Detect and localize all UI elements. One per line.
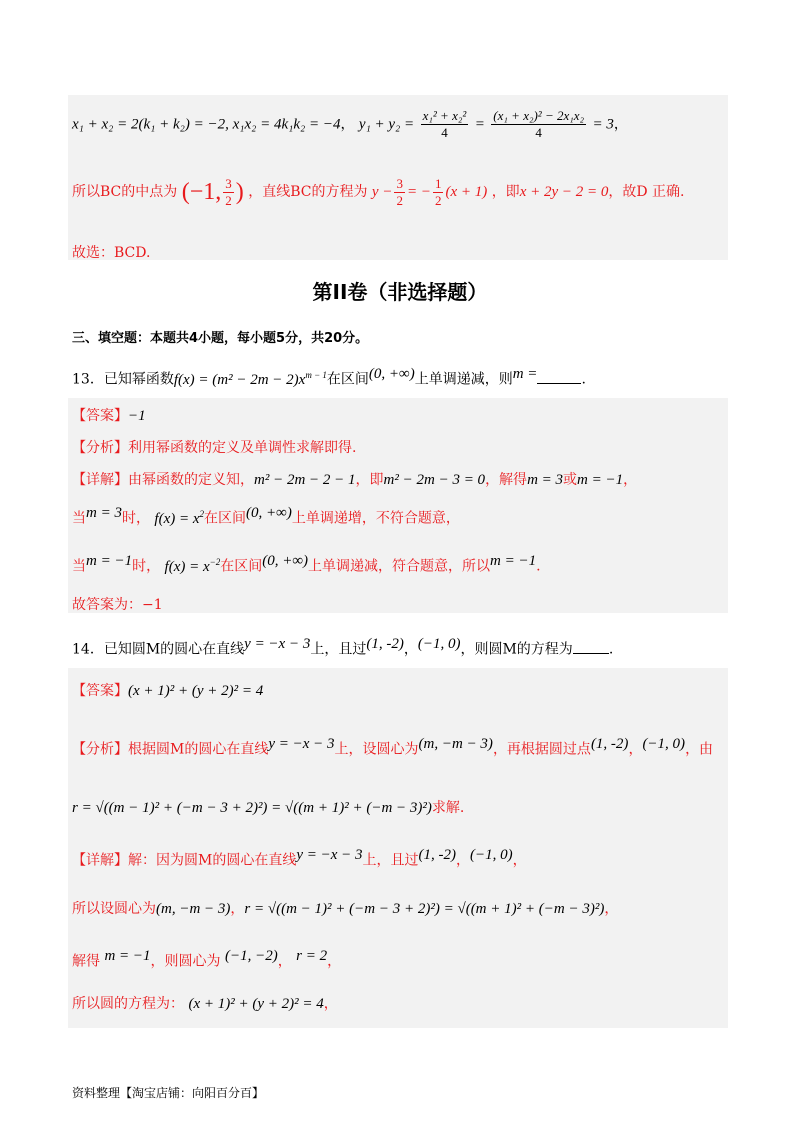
case-text: 时， xyxy=(132,558,161,575)
a14-solve xyxy=(72,948,341,971)
answer-blank[interactable] xyxy=(573,639,609,654)
conclusion-text: ，故D 正确. xyxy=(608,183,685,200)
analysis-text: 根据圆M的圆心在直线 xyxy=(128,741,269,758)
q13-suffix: 上单调递减，则 xyxy=(414,371,513,388)
case-function xyxy=(154,508,205,527)
midpoint-coord xyxy=(181,176,244,208)
analysis-text: ，由 xyxy=(685,741,714,758)
var-m: m = xyxy=(512,366,538,382)
frac-num: 1 xyxy=(434,176,442,191)
case-m: m = −1 xyxy=(86,553,133,569)
frac-num: 3 xyxy=(396,176,403,191)
fraction-2: $\frac{\text{(x₁ + x₂)² − 2x₁x₂}}{4}$ xyxy=(493,108,585,140)
frac-den: 2 xyxy=(434,193,442,208)
func-exponent: −2 xyxy=(209,556,221,567)
analysis-tag: 【分析】 xyxy=(72,741,128,758)
q13-mid: 在区间 xyxy=(326,371,369,388)
separator: ， xyxy=(613,116,628,133)
a14-answer xyxy=(72,680,263,700)
line-bc-equation xyxy=(371,176,488,208)
fraction-1: $\frac{\text{x₁² + x₂²}}{4}$ xyxy=(422,108,467,140)
midpoint-text: 所以BC的中点为 xyxy=(72,183,178,200)
a14-radius-eq xyxy=(72,797,464,817)
func-exponent: m − 1 xyxy=(305,369,327,380)
section-title: 第II卷（非选择题） xyxy=(312,280,488,304)
detail-text: 上，且过 xyxy=(362,852,419,869)
interval: (0, +∞) xyxy=(368,366,415,382)
detail-text: 所以圆的方程为： xyxy=(72,996,184,1012)
detail-text: ，解得 xyxy=(485,472,528,488)
a14-final xyxy=(72,993,338,1013)
answer-tag: 【答案】 xyxy=(72,408,128,424)
analysis-text: 利用幂函数的定义及单调性求解即得. xyxy=(128,440,357,456)
a13-final: 故答案为：−1 xyxy=(72,597,163,613)
center: (m, −m − 3) xyxy=(156,901,231,917)
q14-prefix: 14．已知圆M的圆心在直线 xyxy=(72,641,245,658)
detail-eq2: m² − 2m − 3 = 0 xyxy=(383,472,486,488)
analysis-text: ，再根据圆过点 xyxy=(492,741,591,758)
radius: r = 2 xyxy=(296,948,328,964)
radius-equation: r = √((m − 1)² + (−m − 3 + 2)²) = √((m + 1)² + (−m − 3)²) xyxy=(72,800,432,816)
separator: ， xyxy=(277,953,292,970)
q13-prefix: 13．已知幂函数 xyxy=(72,371,174,388)
answer-value: (x + 1)² + (y + 2)² = 4 xyxy=(128,683,264,699)
separator: ， xyxy=(604,901,619,917)
point-2: (−1, 0) xyxy=(642,736,686,752)
radius-equation: r = √((m − 1)² + (−m − 3 + 2)²) = √((m + 1)² + (−m − 3)²) xyxy=(244,901,605,917)
func-body: f(x) = x xyxy=(164,558,210,575)
a14-detail xyxy=(72,847,527,870)
ji-text: ，即 xyxy=(491,183,520,200)
a13-answer xyxy=(72,405,146,425)
detail-tag: 【详解】 xyxy=(72,472,128,488)
func-body: f(x) = x xyxy=(154,510,200,527)
paren-open: (−1, xyxy=(181,179,222,205)
detail-eq1: m² − 2m − 2 − 1 xyxy=(254,472,356,488)
detail-text: 解：因为圆M的圆心在直线 xyxy=(128,852,297,869)
y-sum-lhs: y₁ + y₂ = xyxy=(358,116,415,133)
separator: ， xyxy=(403,641,418,658)
question-13 xyxy=(72,366,586,389)
case-text: 上单调递减，符合题意，所以 xyxy=(308,558,491,575)
detail-eq3: m = 3 xyxy=(527,472,564,488)
answer-value: −1 xyxy=(128,408,146,424)
case-text: 在区间 xyxy=(220,558,263,575)
separator: ， xyxy=(340,116,355,133)
case-text: 上单调递增，不符合题意， xyxy=(291,510,460,527)
power-function xyxy=(173,369,327,388)
line-eq: y = −x − 3 xyxy=(296,847,363,863)
detail-text: ， xyxy=(623,472,638,488)
a13-detail xyxy=(72,469,637,489)
solution-12-line1: x₁ + x₂ = 2(k₁ + k₂) = −2, x₁x₂ = 4k₁k₂ = −4， y₁ + y₂ = $\frac{\text{x₁² + x₂²}}{4}$ = $\frac{\text{(x₁ + x₂)² − 2x₁x₂}}{4}$ = 3， xyxy=(72,108,628,140)
sum-product-eq: x₁ + x₂ = 2(k₁ + k₂) = −2, x₁x₂ = 4k₁k₂ = −4 xyxy=(72,116,341,133)
q14-suffix: ，则圆M的方程为 xyxy=(460,641,573,658)
case-text: 在区间 xyxy=(204,510,247,527)
case-answer: m = −1 xyxy=(490,553,537,569)
case-m: m = 3 xyxy=(86,505,122,521)
q14-mid: 上，且过 xyxy=(310,641,367,658)
point-2: (−1, 0) xyxy=(417,636,461,652)
frac-den: 2 xyxy=(396,193,403,208)
analysis-text: 上，设圆心为 xyxy=(334,741,419,758)
case-text: 当 xyxy=(72,558,86,575)
detail-text: 所以设圆心为 xyxy=(72,901,156,917)
a14-set-center xyxy=(72,898,618,918)
detail-text: 由幂函数的定义知， xyxy=(128,472,254,488)
line-eq-text: ，直线BC的方程为 xyxy=(248,183,368,200)
point-1: (1, -2) xyxy=(418,847,457,863)
center: (−1, −2) xyxy=(224,948,278,964)
eq-lhs: y − xyxy=(371,183,393,200)
question-14 xyxy=(72,636,613,659)
separator: ， xyxy=(456,852,471,869)
interval: (0, +∞) xyxy=(262,553,309,569)
solution-12-line2 xyxy=(72,176,685,209)
detail-tag: 【详解】 xyxy=(72,852,128,869)
center: (m, −m − 3) xyxy=(418,736,493,752)
a14-analysis xyxy=(72,736,713,759)
frac-num: 3 xyxy=(225,176,232,191)
detail-eq4: m = −1 xyxy=(577,472,624,488)
line-eq: y = −x − 3 xyxy=(244,636,311,652)
separator: ， xyxy=(323,996,338,1012)
case-text: 当 xyxy=(72,510,86,527)
q14-end: . xyxy=(608,641,614,658)
solve-m: m = −1 xyxy=(104,948,151,964)
separator: ， xyxy=(230,901,245,917)
section3-heading: 三、填空题：本题共4小题，每小题5分，共20分。 xyxy=(72,331,369,346)
interval: (0, +∞) xyxy=(246,505,292,521)
y-sum-rhs: = 3 xyxy=(592,116,614,133)
solution-12-choice: 故选：BCD. xyxy=(72,245,151,261)
paren-close: ) xyxy=(235,179,244,205)
separator: ， xyxy=(628,741,643,758)
point-1: (1, -2) xyxy=(366,636,404,652)
func-exponent: 2 xyxy=(199,508,205,519)
analysis-text: 求解. xyxy=(431,800,465,816)
answer-blank[interactable] xyxy=(537,369,581,384)
line-eq: y = −x − 3 xyxy=(268,736,335,752)
detail-text: ， xyxy=(512,852,527,869)
q13-end: . xyxy=(581,371,586,388)
frac-den: 2 xyxy=(225,193,232,208)
eq-rhs: (x + 1) xyxy=(445,183,488,200)
separator: ， xyxy=(327,953,342,970)
footer-source: 资料整理【淘宝店铺：向阳百分百】 xyxy=(72,1086,265,1100)
a13-analysis xyxy=(72,437,356,457)
detail-text: ，即 xyxy=(355,472,384,488)
case-text: . xyxy=(536,558,541,575)
point-1: (1, -2) xyxy=(590,736,629,752)
answer-tag: 【答案】 xyxy=(72,683,128,699)
a13-case1 xyxy=(72,505,460,528)
case-function xyxy=(164,556,221,575)
line-bc-equation-2: x + 2y − 2 = 0 xyxy=(519,183,609,200)
func-body: f(x) = (m² − 2m − 2)x xyxy=(173,371,306,388)
point-2: (−1, 0) xyxy=(470,847,513,863)
case-text: 时， xyxy=(121,510,150,527)
eq-mid: = − xyxy=(406,183,431,200)
detail-text: ，则圆心为 xyxy=(150,953,221,970)
detail-text: 解得 xyxy=(72,953,100,970)
analysis-tag: 【分析】 xyxy=(72,440,128,456)
final-equation: (x + 1)² + (y + 2)² = 4 xyxy=(188,996,324,1012)
detail-text: 或 xyxy=(563,472,578,488)
a13-case2 xyxy=(72,553,541,576)
